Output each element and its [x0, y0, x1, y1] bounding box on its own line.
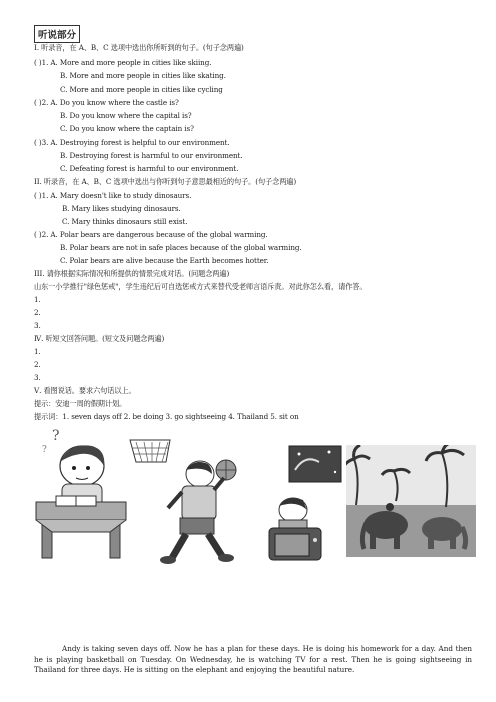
part5-hint-words: 提示词：1. seven days off 2. be doing 3. go sightseeing 4. Thailand 5. sit on — [34, 412, 299, 421]
p3-line-2: 2. — [34, 308, 41, 317]
p1-q2-b: B. Do you know where the capital is? — [60, 111, 192, 120]
p1-q3-c: C. Defeating forest is harmful to our environment. — [60, 164, 239, 173]
p3-line-1: 1. — [34, 295, 41, 304]
p2-q1-c: C. Mary thinks dinosaurs still exist. — [62, 217, 188, 226]
section-header: 听说部分 — [34, 25, 80, 43]
p1-q1-c: C. More and more people in cities like cycling — [60, 85, 223, 94]
p2-q1-a: ( )1. A. Mary doesn't like to study dinosaurs. — [34, 191, 192, 200]
p1-q3-b: B. Destroying forest is harmful to our environment. — [60, 151, 243, 160]
p2-q2-c: C. Polar bears are alive because the Earth becomes hotter. — [60, 256, 269, 265]
p4-line-3: 3. — [34, 373, 41, 382]
part2-instruction: II. 听录音，在 A、B、C 选项中选出与你听到句子意思最相近的句子。(句子念两遍) — [34, 177, 297, 186]
p1-q2-a: ( )2. A. Do you know where the castle is? — [34, 98, 179, 107]
p2-q2-a: ( )2. A. Polar bears are dangerous because of the global warming. — [34, 230, 268, 239]
watching-tv-picture — [255, 442, 345, 562]
svg-text:?: ? — [52, 428, 60, 444]
thailand-elephant-picture — [346, 445, 476, 557]
homework-picture — [30, 422, 130, 562]
svg-text:?: ? — [42, 445, 47, 455]
p2-q2-b: B. Polar bears are not in safe places because of the global warming. — [60, 243, 302, 252]
part4-instruction: Ⅳ. 听短文回答问题。(短文及问题念两遍) — [34, 334, 165, 343]
part3-situation: 山东一小学推行"绿色惩戒"，学生违纪后可自选惩戒方式来替代受老师言语斥责。对此你怎么看，请作答。 — [34, 282, 367, 291]
p3-line-3: 3. — [34, 321, 41, 330]
part1-instruction: Ⅰ. 听录音，在 A、B、C 选项中选出你所听到的句子。(句子念两遍) — [34, 43, 244, 52]
p1-q1-a: ( )1. A. More and more people in cities like skiing. — [34, 58, 212, 67]
basketball-picture — [128, 432, 248, 567]
part5-hint: 提示：安迪一周的假期计划。 — [34, 399, 127, 408]
p4-line-1: 1. — [34, 347, 41, 356]
part5-instruction: Ⅴ. 看图说话。要求六句话以上。 — [34, 386, 136, 395]
p2-q1-b: B. Mary likes studying dinosaurs. — [62, 204, 181, 213]
p1-q2-c: C. Do you know where the captain is? — [60, 124, 194, 133]
sample-story: Andy is taking seven days off. Now he has a plan for these days. He is doing his homework for a day. And then he is playing basketball on Tuesday. On Wednesday, he is watching TV for a rest. Then he is going sightseeing in Thailand for three days. He is sitting on the elephant and enjoying the beautiful nature. — [34, 644, 472, 674]
p1-q3-a: ( )3. A. Destroying forest is helpful to our environment. — [34, 138, 230, 147]
part3-instruction: III. 请你根据实际情况和所提供的情景完成对话。(问题念两遍) — [34, 269, 230, 278]
p4-line-2: 2. — [34, 360, 41, 369]
p1-q1-b: B. More and more people in cities like skating. — [60, 71, 226, 80]
